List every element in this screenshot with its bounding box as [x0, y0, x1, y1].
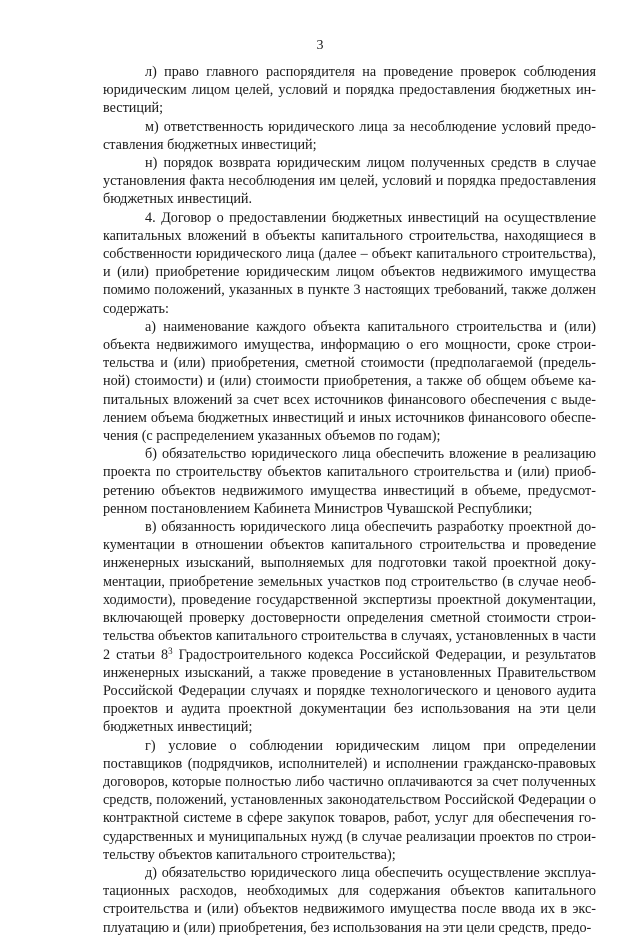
page-number: 3 [316, 38, 324, 53]
paragraph-v-text-after: Градостроительного кодекса Российской Федерации, и результатов инженерных изысканий, а также проведение в установленных Правительством Российской Федерации случаях и порядке технологического и ценового аудита проектов и аудита проектной документации без использования на эти цели бюджетных инвестиций; [103, 646, 596, 736]
paragraph-d: д) обязательство юридического лица обеспечить осуществление эксплуатационных расходов, необходимых для содержания объектов капитального строительства и (или) объектов недвижимого имущества после ввода их в эксплуатацию и (или) приобретения, без использования на эти цели средств, предо- [103, 864, 596, 936]
paragraph-l: л) право главного распорядителя на проведение проверок соблюдения юридическим лицом целей, условий и порядка предоставления бюджетных инвестиций; [103, 64, 596, 117]
article-superscript: 3 [168, 645, 173, 656]
paragraph-n: н) порядок возврата юридическим лицом полученных средств в случае установления факта несоблюдения им целей, условий и порядка предоставления бюджетных инвестиций. [103, 155, 596, 208]
paragraph-a: а) наименование каждого объекта капитального строительства и (или) объекта недвижимого имущества, информацию о его мощности, сроке строительства и (или) приобретения, сметной стоимости (предполагаемой (предельной) стоимости) и (или) стоимости приобретения, а также об общем объеме капитальных вложений за счет всех источников финансового обеспечения с выделением объема бюджетных инвестиций и иных источников финансового обеспечения (с распределением указанных объемов по годам); [103, 318, 596, 445]
paragraph-b: б) обязательство юридического лица обеспечить вложение в реализацию проекта по строительству объектов капитального строительства и (или) приобретению объектов недвижимого имущества инвестиций в объеме, предусмотренном постановлением Кабинета Министров Чувашской Республики; [103, 446, 596, 517]
paragraph-v [103, 518, 596, 736]
document-body [103, 63, 596, 937]
paragraph-v-text-before: в) обязанность юридического лица обеспечить разработку проектной документации в отношении объектов капитального строительства и проведение инженерных изысканий, выполняемых для подготовки такой проектной документации, приобретение земельных участков под строительство (в случае необходимости), проведение государственной экспертизы проектной документации, включающей проверку достоверности определения сметной стоимости строительства объектов капитального строительства в случаях, установленных в части 2 статьи 8 [103, 519, 596, 663]
paragraph-g: г) условие о соблюдении юридическим лицом при определении поставщиков (подрядчиков, исполнителей) и исполнении гражданско-правовых договоров, которые полностью либо частично оплачиваются за счет полученных средств, положений, установленных законодательством Российской Федерации о контрактной системе в сфере закупок товаров, работ, услуг для обеспечения государственных и муниципальных нужд (в случае реализации проектов по строительству объектов капитального строительства); [103, 737, 596, 863]
paragraph-4: 4. Договор о предоставлении бюджетных инвестиций на осуществление капитальных вложений в объекты капитального строительства, находящиеся в собственности юридического лица (далее – объект капитального строительства), и (или) приобретение юридическим лицом объектов недвижимого имущества помимо положений, указанных в пункте 3 настоящих требований, также должен содержать: [103, 209, 596, 317]
paragraph-m: м) ответственность юридического лица за несоблюдение условий предоставления бюджетных инвестиций; [103, 118, 596, 153]
